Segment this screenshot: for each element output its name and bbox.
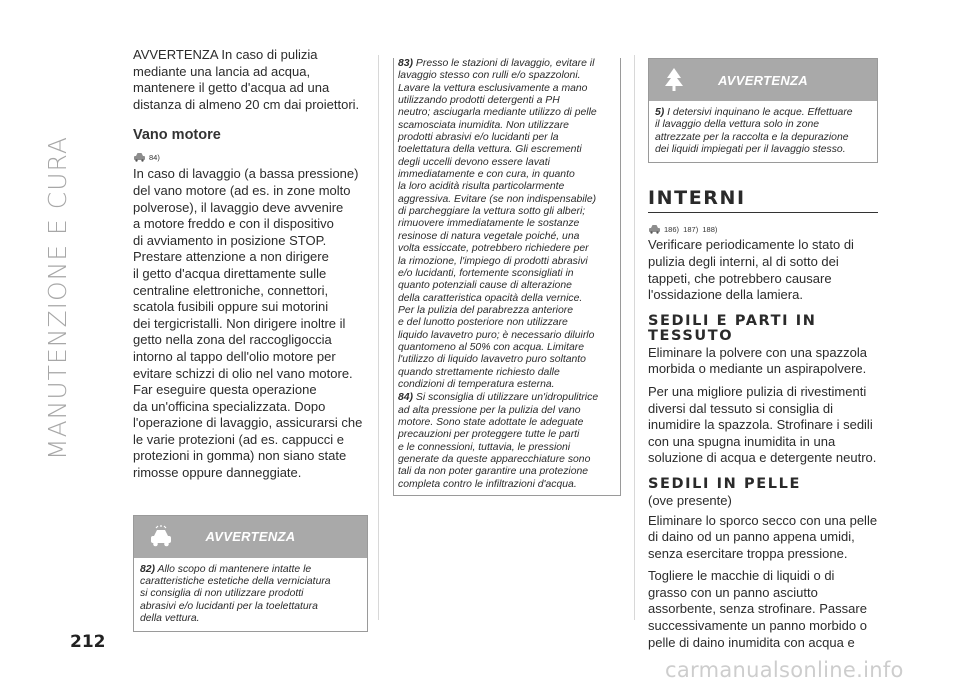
section-heading-vano-motore: Vano motore <box>133 127 221 144</box>
pelle-paragraph-1: Eliminare lo sporco secco con una pelle di daino od un panno appena umidi, senza esercitare troppa pressione. <box>648 512 878 561</box>
pelle-paragraph-2: Togliere le macchie di liquidi o di grasso con un panno asciutto assorbente, senza strofinare. Passare successivamente un panno morbido o pelle di daino inumidita con acqua e <box>648 568 867 650</box>
heading-sedili-tessuto: SEDILI E PARTI IN TESSUTO <box>648 312 817 344</box>
warning-note-83 <box>398 58 616 391</box>
column-divider <box>378 55 379 620</box>
note-tag: 82) <box>140 563 156 575</box>
warning-header <box>649 59 877 101</box>
warning-note-82 <box>140 564 361 626</box>
note-text: Presso le stazioni di lavaggio, evitare il lavaggio stesso con rulli e/o spazzoloni. Lavare la vettura esclusivamente a mano utilizzando prodotti detergenti a PH neutro; asciugarla mediante utilizzo di pelle scamosciata inumidita. Non utilizzare prodotti abrasivi e/o lucidanti per la toelettatura della vettura. Gli escrementi degli uccelli devono essere lavati immediatamente e con cura, in quanto la loro acidità risulta particolarmente aggressiva. Evitare (se non indispensabile) di parcheggiare la vettura sotto gli alberi; rimuovere immediatamente le sostanze resinose di natura vegetale poiché, una volta essiccate, potrebbero richiedere per la rimozione, l'impiego di prodotti abrasivi e/o lucidanti, fortemente sconsigliati in quanto potenziali cause di alterazione della caratteristica opacità della vernice. Per la pulizia del parabrezza anteriore e del lunotto posteriore non utilizzare liquido lavavetro puro; è necessario diluirlo quantomeno al 50% con acqua. Limitare l'utilizzo di liquido lavavetro puro soltanto quando strettamente richiesto dalle condizioni di temperatura esterna. <box>398 58 597 390</box>
note-tag: 83) <box>398 58 414 69</box>
heading-sedili-pelle: SEDILI IN PELLE <box>648 475 801 492</box>
warning-note-5 <box>655 107 871 156</box>
reference-row <box>648 219 878 234</box>
car-warning-icon <box>148 525 174 554</box>
column-left <box>133 47 368 632</box>
warning-box <box>133 515 368 633</box>
pelle-subtitle: (ove presente) <box>648 492 732 508</box>
car-wash-icon <box>133 151 146 162</box>
car-wash-icon <box>648 223 661 234</box>
environment-warning-box <box>648 58 878 163</box>
note-tag: 84) <box>398 392 414 404</box>
section-side-title: MANUTENZIONE E CURA <box>43 135 72 460</box>
sedili-paragraph-2: Per una migliore pulizia di rivestimenti diversi dal tessuto si consiglia di inumidire la spazzola. Strofinare i sedili con una spugna inumidita in una soluzione di acqua e detergente neutro. <box>648 383 877 466</box>
reference-row <box>133 147 368 162</box>
warning-body <box>134 558 367 632</box>
page-number: 212 <box>70 632 106 652</box>
note-tag: 5) <box>655 107 665 118</box>
column-divider <box>634 55 635 620</box>
heading-interni: INTERNI <box>648 187 878 213</box>
reference-number: 84) <box>149 153 160 163</box>
intro-paragraph: AVVERTENZA In caso di pulizia mediante una lancia ad acqua, mantenere il getto d'acqua ad una distanza di almeno 20 cm dai proiettori. <box>133 47 360 112</box>
note-text: Si sconsiglia di utilizzare un'idropulitrice ad alta pressione per la pulizia del vano motore. Sono state adottate le adeguate precauzioni per proteggere tutte le parti e le connessioni, tuttavia, le pressioni generate da queste apparecchiature sono tali da non poter garantire una protezione completa contro le infiltrazioni d'acqua. <box>398 392 599 490</box>
tree-icon <box>663 67 685 98</box>
reference-numbers: 186) 187) 188) <box>664 225 718 235</box>
warning-title: AVVERTENZA <box>205 529 296 545</box>
column-middle <box>393 58 621 496</box>
column-right <box>648 58 878 651</box>
vano-motore-text: In caso di lavaggio (a bassa pressione) del vano motore (ad es. in zone molto polverose), il lavaggio deve avvenire a motore freddo e con il dispositivo di avviamento in posizione STOP. Prestare attenzione a non dirigere il getto d'acqua direttamente sulle centraline elettroniche, connettori, scatola fusibili oppure sui motorini dei tergicristalli. Non dirigere inoltre il getto nella zona del raccogligoccia intorno al tappo dell'olio motore per evitare schizzi di olio nel vano motore. Far eseguire questa operazione da un'officina specializzata. Dopo l'operazione di lavaggio, assicurarsi che le varie protezioni (ad es. cappucci e protezioni in gomma) non siano state rimosse oppure danneggiate. <box>133 166 363 481</box>
warning-notes-box <box>393 58 621 496</box>
warning-note-84 <box>398 392 616 491</box>
warning-title: AVVERTENZA <box>718 72 808 88</box>
warning-header <box>134 516 367 558</box>
interni-text: Verificare periodicamente lo stato di pulizia degli interni, al di sotto dei tappeti, che potrebbero causare l'ossidazione della lamiera. <box>648 237 854 303</box>
note-text: Allo scopo di mantenere intatte le caratteristiche estetiche della verniciatura si consiglia di non utilizzare prodotti abrasivi e/o lucidanti per la toelettatura della vettura. <box>140 563 331 625</box>
warning-body <box>649 101 877 162</box>
sedili-paragraph-1: Eliminare la polvere con una spazzola morbida o mediante un aspirapolvere. <box>648 344 867 377</box>
watermark: carmanualsonline.info <box>665 658 904 682</box>
note-text: I detersivi inquinano le acque. Effettuare il lavaggio della vettura solo in zone attrezzate per la raccolta e la depurazione dei liquidi impiegati per il lavaggio stesso. <box>655 107 853 156</box>
